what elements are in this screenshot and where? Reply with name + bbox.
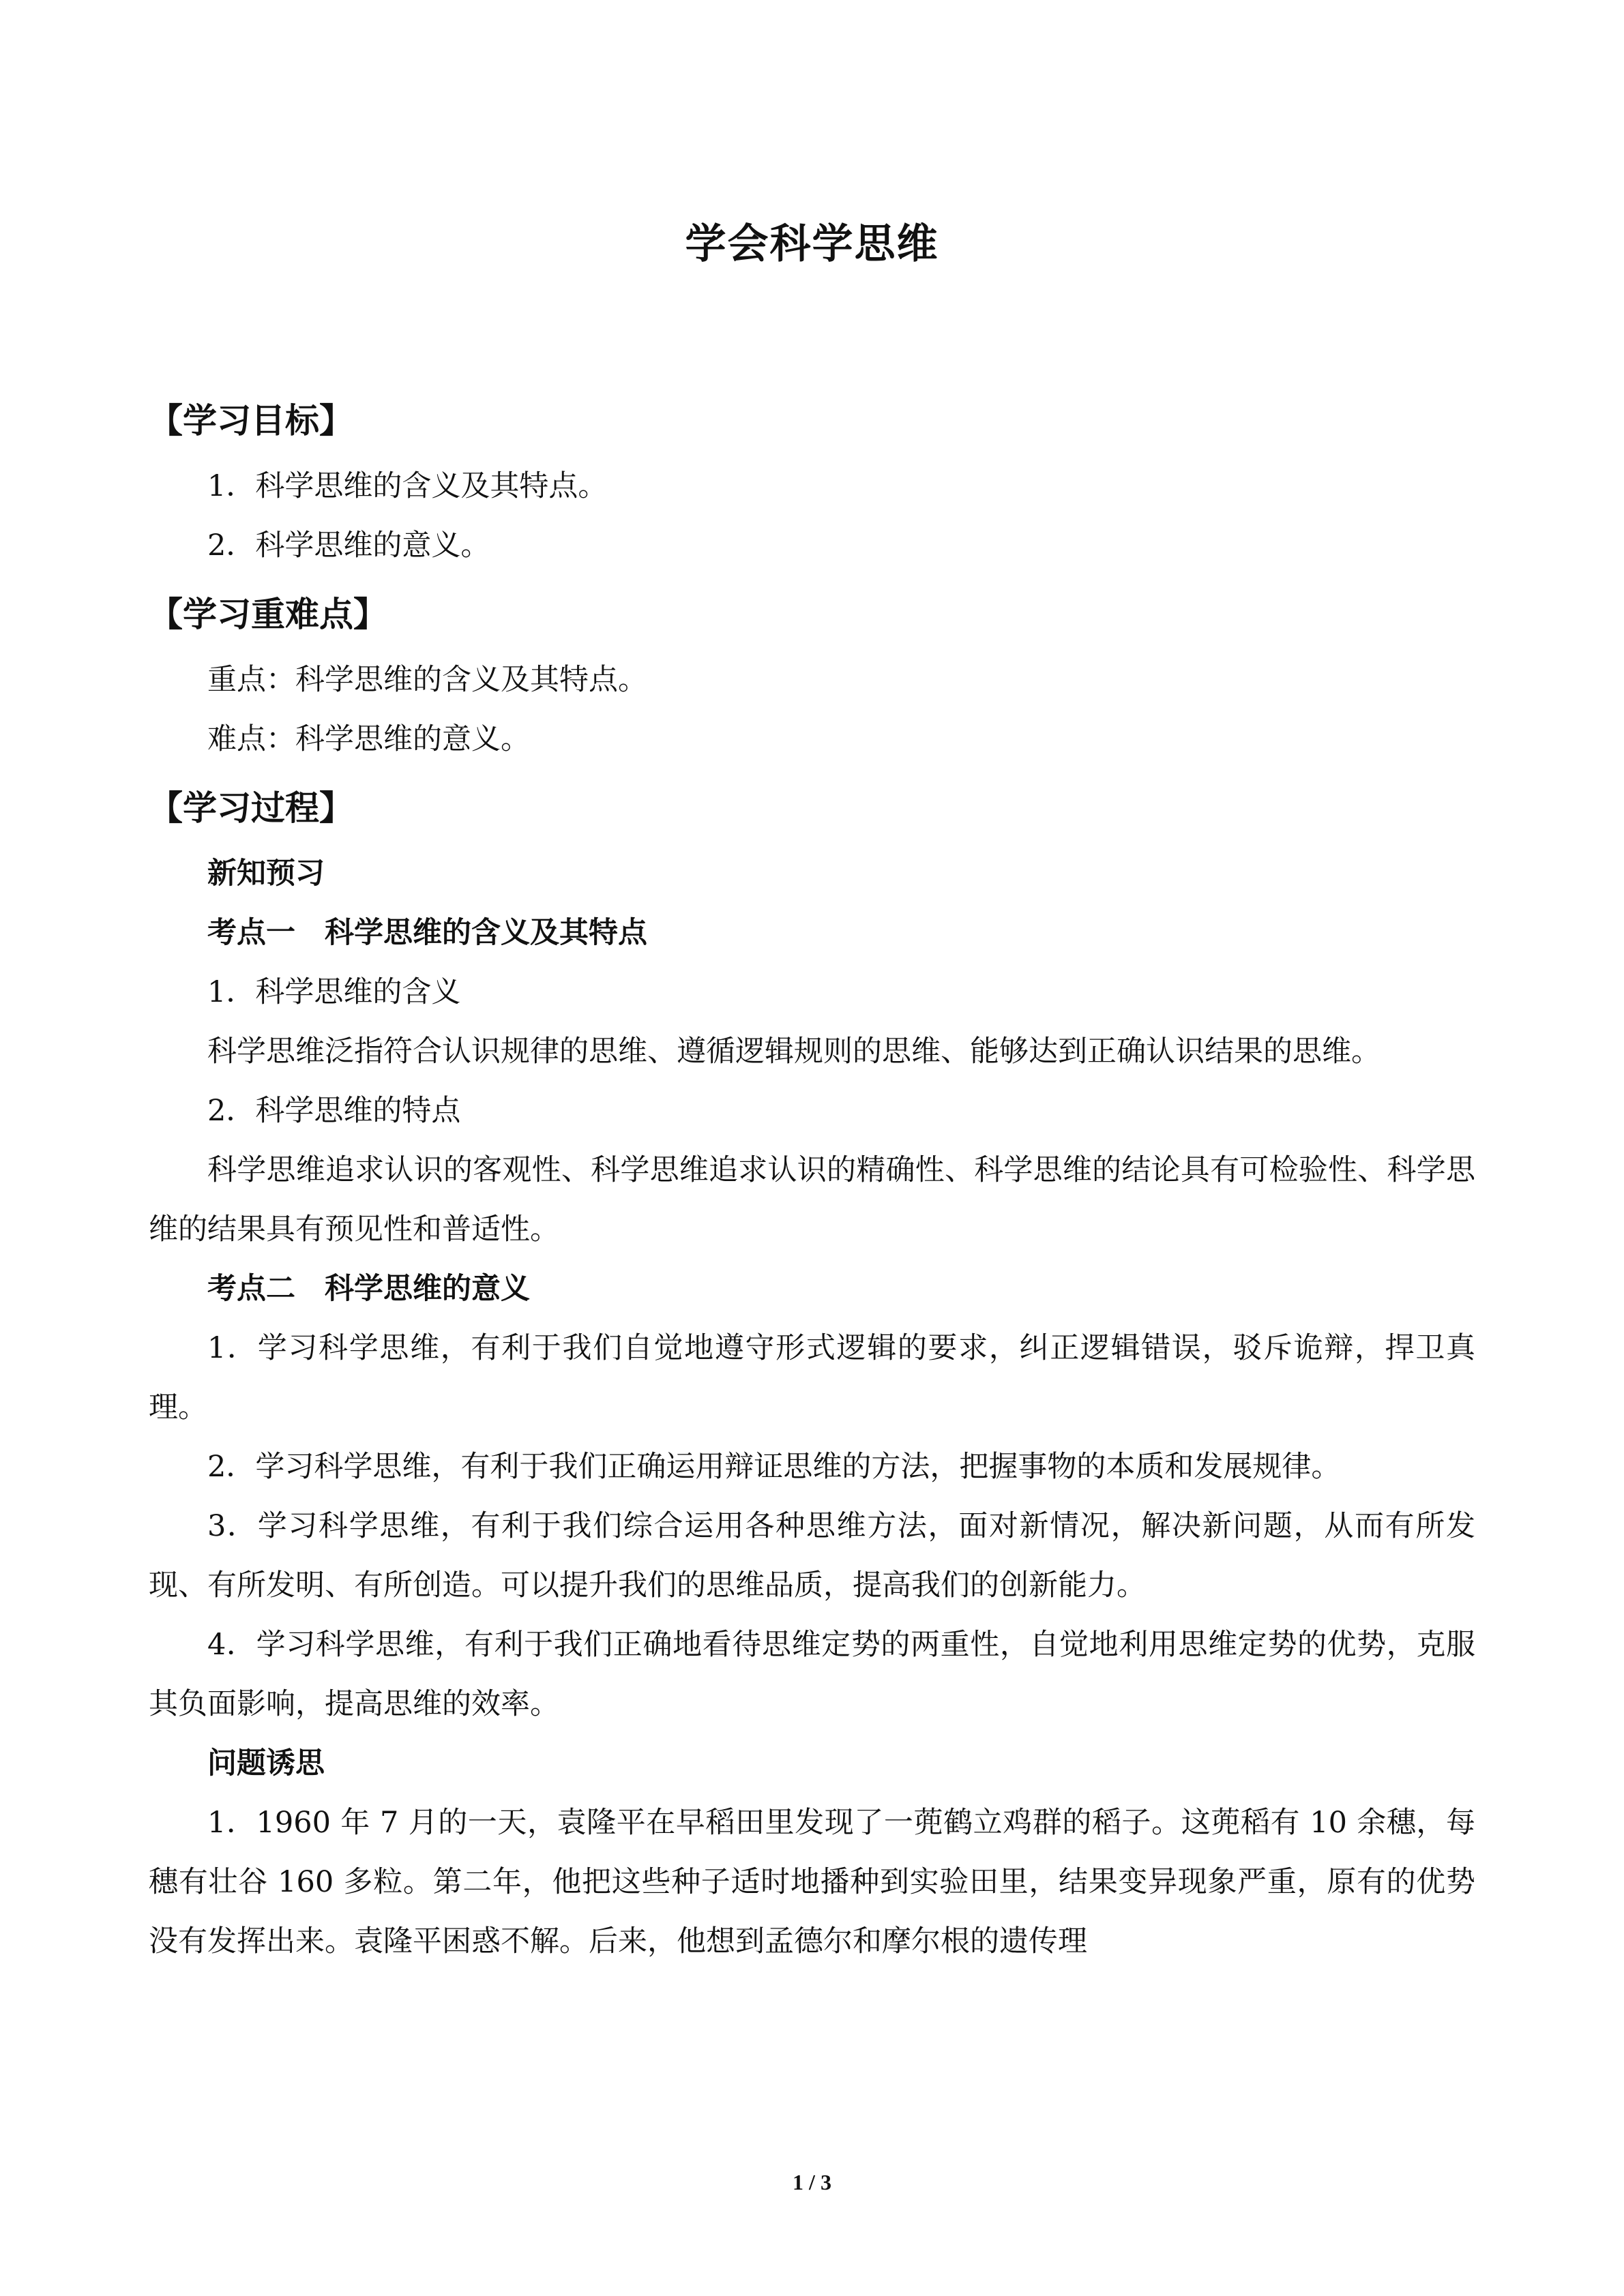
document-body [149, 382, 1475, 1971]
goal-item: 2．科学思维的意义。 [207, 528, 490, 563]
topic2-item: 1．学习科学思维，有利于我们自觉地遵守形式逻辑的要求，纠正逻辑错误，驳斥诡辩，捍卫真理。 [149, 1331, 1475, 1425]
page-number: 1 / 3 [793, 2170, 831, 2194]
topic1-subtitle: 2．科学思维的特点 [207, 1094, 461, 1128]
topic1-subtitle: 1．科学思维的含义 [207, 975, 461, 1009]
inquiry-paragraph: 1．1960 年 7 月的一天，袁隆平在早稻田里发现了一蔸鹤立鸡群的稻子。这蔸稻有 10 余穗，每穗有壮谷 160 多粒。第二年，他把这些种子适时地播种到实验田里，结果变异现象严重，原有的优势没有发挥出来。袁隆平困惑不解。后来，他想到孟德尔和摩尔根的遗传理 [149, 1806, 1475, 1958]
section-heading-key-points: 【学习重难点】 [149, 594, 387, 634]
key-point-item: 难点：科学思维的意义。 [207, 722, 530, 756]
goal-item: 1．科学思维的含义及其特点。 [207, 469, 608, 503]
topic2-item: 2．学习科学思维，有利于我们正确运用辩证思维的方法，把握事物的本质和发展规律。 [207, 1450, 1341, 1484]
topic1-paragraph: 科学思维泛指符合认识规律的思维、遵循逻辑规则的思维、能够达到正确认识结果的思维。 [207, 1034, 1381, 1069]
topic2-label: 考点二 科学思维的意义 [207, 1272, 530, 1306]
topic1-paragraph: 科学思维追求认识的客观性、科学思维追求认识的精确性、科学思维的结论具有可检验性、科学思维的结果具有预见性和普适性。 [149, 1153, 1475, 1247]
section-heading-process: 【学习过程】 [149, 788, 353, 828]
key-point-item: 重点：科学思维的含义及其特点。 [207, 663, 647, 697]
page-title: 学会科学思维 [685, 220, 939, 268]
section-heading-goals: 【学习目标】 [149, 400, 353, 441]
topic1-label: 考点一 科学思维的含义及其特点 [207, 916, 647, 950]
inquiry-label: 问题诱思 [207, 1746, 325, 1780]
topic2-item: 3．学习科学思维，有利于我们综合运用各种思维方法，面对新情况，解决新问题，从而有所发现、有所发明、有所创造。可以提升我们的思维品质，提高我们的创新能力。 [149, 1509, 1475, 1602]
preview-label: 新知预习 [207, 856, 325, 891]
topic2-item: 4．学习科学思维，有利于我们正确地看待思维定势的两重性，自觉地利用思维定势的优势，克服其负面影响，提高思维的效率。 [149, 1628, 1475, 1721]
